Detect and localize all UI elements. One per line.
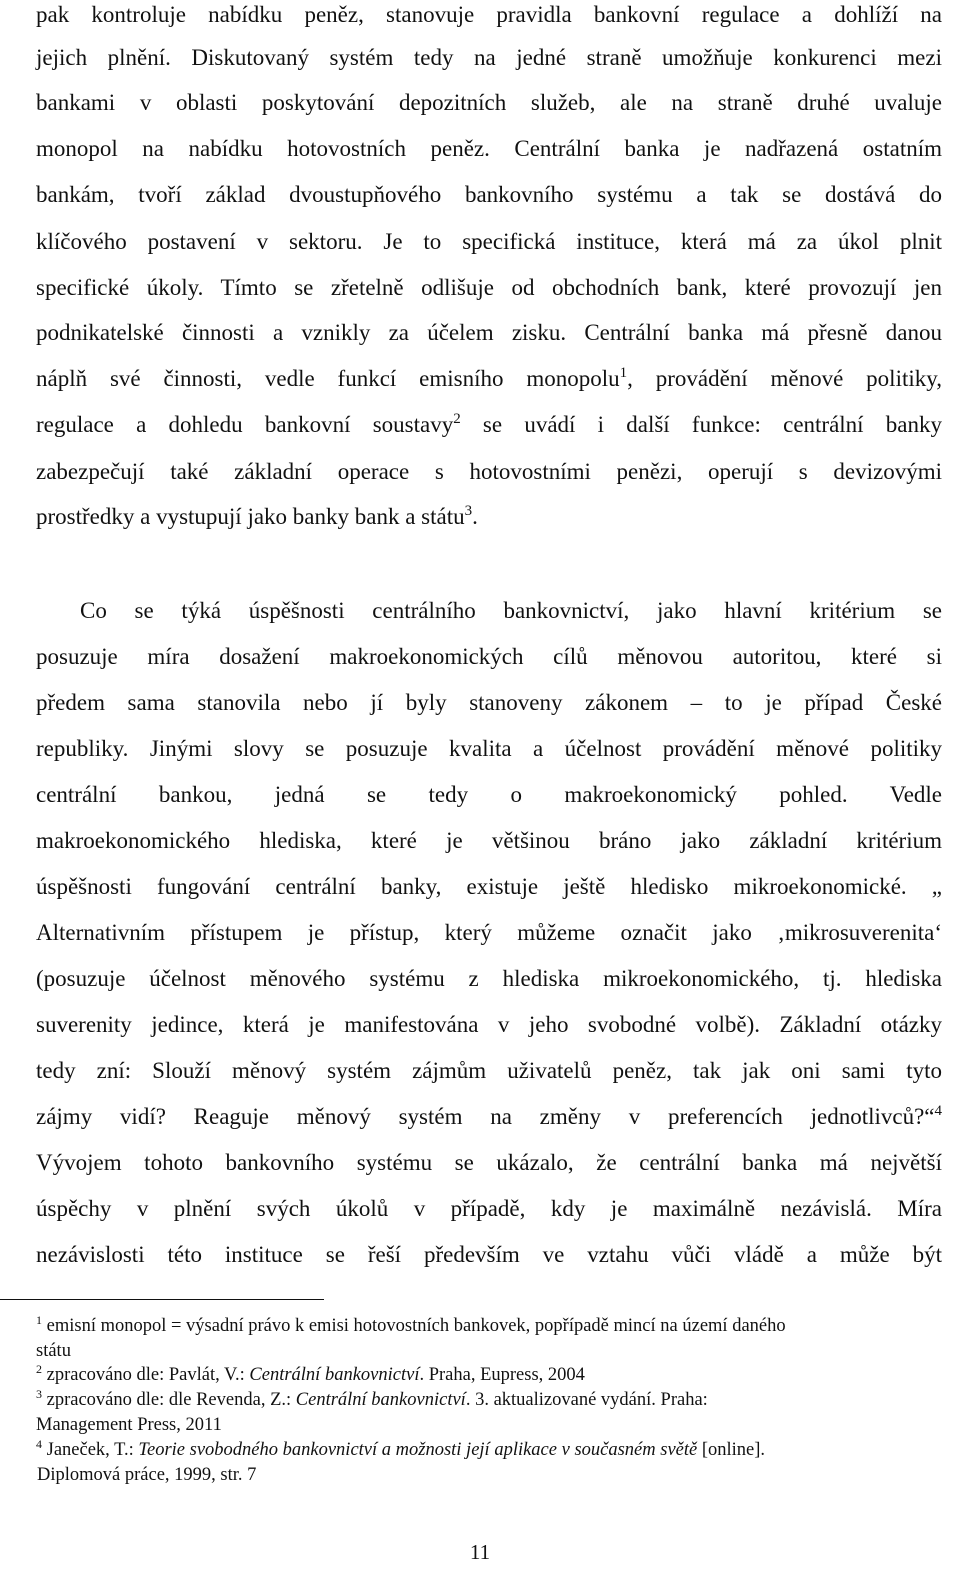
paragraph-2-line-2: posuzuje míra dosažení makroekonomických cílů měnovou autoritou, které si: [36, 644, 942, 669]
paragraph-2-line-10: suverenity jedince, která je manifestována v jeho svobodné volbě). Základní otázky: [36, 1012, 942, 1037]
footnote-4-cont: Diplomová práce, 1999, str. 7: [37, 1465, 257, 1485]
paragraph-1-line-8: podnikatelské činnosti a vznikly za účelem zisku. Centrální banka má přesně danou: [36, 320, 942, 345]
paragraph-1-line-10: regulace a dohledu bankovní soustavy$^2$ se uvádí i další funkce: centrální banky: [36, 411, 943, 437]
footnote-ref-1: 1: [619, 365, 628, 381]
footnote-4: $^4$ Janeček, T.: Teorie svobodného bankovnictví a možnosti její aplikace v současném světě [online].: [36, 1437, 766, 1460]
paragraph-2-line-7: úspěšnosti fungování centrální banky, existuje ještě hledisko mikroekonomické. „: [36, 874, 942, 899]
footnote-3-cont: Management Press, 2011: [36, 1415, 222, 1435]
paragraph-1-line-3: bankami v oblasti poskytování depozitních služeb, ale na straně druhé uvaluje: [36, 90, 942, 115]
paragraph-1-line-2: jejich plnění. Diskutovaný systém tedy na jedné straně umožňuje konkurenci mezi: [36, 45, 942, 70]
paragraph-2-line-11: tedy zní: Slouží měnový systém zájmům uživatelů peněz, tak jak oni sami tyto: [36, 1058, 942, 1083]
footnote-ref-4: 4: [934, 1103, 942, 1119]
paragraph-1-line-11: zabezpečují také základní operace s hotovostními penězi, operují s devizovými: [36, 459, 942, 484]
paragraph-2-line-9: (posuzuje účelnost měnového systému z hlediska mikroekonomického, tj. hlediska: [36, 966, 942, 991]
footnote-2: $^2$ zpracováno dle: Pavlát, V.: Centrální bankovnictví. Praha, Eupress, 2004: [36, 1362, 585, 1385]
paragraph-1-line-9: náplň své činnosti, vedle funkcí emisního monopolu$^1$, provádění měnové politiky,: [36, 365, 942, 391]
paragraph-2-line-6: makroekonomického hlediska, které je většinou bráno jako základní kritérium: [36, 828, 942, 853]
paragraph-1-line-5: bankám, tvoří základ dvoustupňového bankovního systému a tak se dostává do: [36, 182, 942, 207]
footnote-ref-3: 3: [464, 503, 473, 519]
paragraph-1-line-4: monopol na nabídku hotovostních peněz. Centrální banka je nadřazená ostatním: [36, 136, 942, 161]
paragraph-1-line-6: klíčového postavení v sektoru. Je to specifická instituce, která má za úkol plnit: [36, 229, 942, 254]
paragraph-2-line-12: zájmy vidí? Reaguje měnový systém na změny v preferencích jednotlivců?“$^4$: [36, 1103, 942, 1129]
page-number: 11: [469, 1540, 491, 1564]
paragraph-1-line-12: prostředky a vystupují jako banky bank a státu$^3$.: [36, 503, 478, 529]
footnote-1-cont: státu: [36, 1341, 71, 1361]
footnote-separator: [0, 1299, 324, 1300]
paragraph-2-line-1: Co se týká úspěšnosti centrálního bankovnictví, jako hlavní kritérium se: [80, 598, 942, 623]
footnote-ref-2: 2: [453, 411, 461, 427]
paragraph-2-line-3: předem sama stanovila nebo jí byly stanoveny zákonem – to je případ České: [36, 690, 942, 715]
paragraph-1-line-1: pak kontroluje nabídku peněz, stanovuje pravidla bankovní regulace a dohlíží na: [36, 2, 942, 27]
paragraph-2-line-14: úspěchy v plnění svých úkolů v případě, kdy je maximálně nezávislá. Míra: [36, 1196, 942, 1221]
paragraph-2-line-15: nezávislosti této instituce se řeší především ve vztahu vůči vládě a může být: [36, 1242, 942, 1267]
footnote-3: $^3$ zpracováno dle: dle Revenda, Z.: Centrální bankovnictví. 3. aktualizované vydání. Praha:: [36, 1387, 708, 1410]
paragraph-2-line-4: republiky. Jinými slovy se posuzuje kvalita a účelnost provádění měnové politiky: [36, 736, 942, 761]
footnote-1: $^1$ emisní monopol = výsadní právo k emisi hotovostních bankovek, popřípadě mincí na území daného: [36, 1313, 786, 1336]
paragraph-2-line-13: Vývojem tohoto bankovního systému se ukázalo, že centrální banka má největší: [36, 1150, 942, 1175]
paragraph-2-line-5: centrální bankou, jedná se tedy o makroekonomický pohled. Vedle: [36, 782, 942, 807]
paragraph-1-line-7: specifické úkoly. Tímto se zřetelně odlišuje od obchodních bank, které provozují jen: [36, 275, 942, 300]
paragraph-2-line-8: Alternativním přístupem je přístup, který můžeme označit jako ‚mikrosuverenita‘: [36, 920, 942, 945]
